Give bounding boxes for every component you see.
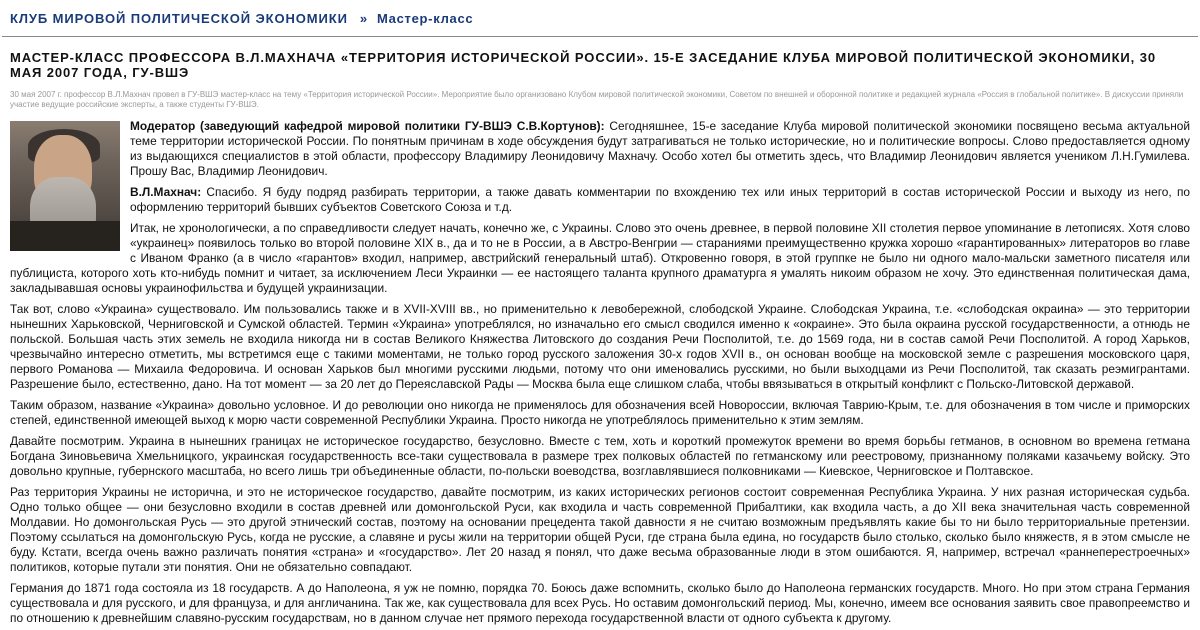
section-link[interactable]: Мастер-класс — [376, 10, 474, 26]
paragraph-text: Сегодняшнее, 15-е заседание Клуба мировой политической экономики посвящено весьма актуальной теме территории исторической России. По понятным причинам в ходе обсуждения будут затрагиваться не только исторические, но и политические вопросы. Слово предоставляется одному из выдающихся специалистов в этой области, профессору Владимиру Леонидовичу Махначу. Особо хотел бы отметить здесь, что Владимир Леонидович является учеником Л.Н.Гумилева. Прошу Вас, Владимир Леонидович. — [130, 119, 1191, 178]
speaker-label-makhnach: В.Л.Махнач: — [130, 185, 202, 199]
club-home-link[interactable]: КЛУБ МИРОВОЙ ПОЛИТИЧЕСКОЙ ЭКОНОМИКИ — [10, 10, 348, 26]
paragraph: Так вот, слово «Украина» существовало. Им пользовались также и в XVII-XVIII вв., но применительно к левобережной, слободской Украине. Слободская Украина, т.е. «слободская окраина» — это территории нынешних Харьковской, Черниговской и Сумской областей. Термин «Украина» употреблялся, но изначально его смысл сводился именно к «окраине». Это была окраина русской государственности, а отнюдь не польской. Большая часть этих земель не входила никогда ни в состав Великого Княжества Литовского до создания Речи Посполитой, т.е. до 1569 года, ни в состав самой Речи Посполитой. А город Харьков, чрезвычайно интересно отметить, мы встретимся еще с такими моментами, не только город русского заложения 30-х годов XVII в., он основан вообще на московской земле с разрешения московского царя, первого Романова — Михаила Федоровича. И основан Харьков был многими русскими людьми, потому что они именовались русскими, но были выходцами из Речи Посполитой, так сказать реэмигрантами. Разрешение было, естественно, дано. На тот момент — за 20 лет до Переяславской Рады — Москва была еще слишком слаба, чтобы ввязываться в открытый конфликт с Польско-Литовской державой. — [10, 302, 1190, 391]
paragraph-moderator — [10, 119, 1190, 179]
paragraph-makhnach — [10, 185, 1190, 215]
speaker-label-moderator: Модератор (заведующий кафедрой мировой политики ГУ-ВШЭ С.В.Кортунов): — [130, 119, 605, 133]
paragraph: Германия до 1871 года состояла из 18 государств. А до Наполеона, я уж не помню, порядка 70. Боюсь даже вспомнить, сколько было до Наполеона германских государств. Много. Но при этом страна Германия существовала и для русского, и для француза, и для англичанина. Так же, как существовала для всех Русь. Но оставим домонгольский период. Мы, конечно, имеем все основания заявить свое правопреемство и по отношению к древнейшим славяно-русским государствам, но в данном случае нет прямого перехода государственной власти от одного субъекта к другому. — [10, 581, 1190, 625]
paragraph: Давайте посмотрим. Украина в нынешних границах не историческое государство, безусловно. Вместе с тем, хоть и короткий промежуток времени во время борьбы гетманов, в основном во времена гетмана Богдана Зиновьевича Хмельницкого, украинская государственность все-таки существовала в размере трех полковых областей по гетманскому или реестровому, признанному поляками казачьему войску. Это довольно крупные, губернского масштаба, но всего лишь три объединенные области, по-польски воеводства, возглавлявшиеся полковниками — Киевское, Черниговское и Полтавское. — [10, 434, 1190, 478]
top-breadcrumb-bar — [2, 0, 1198, 37]
paragraph-text: Спасибо. Я буду подряд разбирать территории, а также давать комментарии по вхождению тех или иных территорий в состав исторической России и выходу из него, по оформлению территорий бывших субъектов Советского Союза и т.д. — [130, 185, 1190, 214]
speaker-photo — [10, 121, 120, 251]
article-body — [10, 119, 1190, 626]
paragraph: Раз территория Украины не исторична, и это не историческое государство, давайте посмотрим, из каких исторических регионов состоит современная Республика Украина. У них разная историческая судьба. Одно только общее — они безусловно входили в состав древней или домонгольской Руси, как входила и часть современной Прибалтики, как входила часть, а до XII века значительная часть современной Молдавии. Но домонгольская Русь — это другой этнический состав, поэтому на основании прецедента такой давности я не считаю возможным предъявлять какие бы то ни было территориальные претензии. Поэтому ссылаться на домонгольскую Русь, когда не русские, а славяне и русы жили на территории общей Руси, где страна была едина, но государств было столько, сколько было княжеств, я в этом смысле не буду. Кстати, всегда очень важно различать понятия «страна» и «государство». Лет 20 назад я понял, что даже весьма образованные люди в этом ошибаются. Я, например, встречал «раннеперестроечных» политиков, которые путали эти понятия. Они не обязательно совпадают. — [10, 485, 1190, 574]
breadcrumb-separator: » — [359, 10, 368, 26]
paragraph: Итак, не хронологически, а по справедливости следует начать, конечно же, с Украины. Слово это очень древнее, в первой половине XII столетия первое упоминание в летописях. Хотя слово «украинец» появилось только во второй половине XIX в., да и то не в России, а в Австро-Венгрии — стараниями преимущественно кружка хорошо «гарантированных» литераторов во главе с Иваном Франко (а в число «гарантов» входил, например, австрийский генеральный штаб). Откровенно говоря, в этой группке не было ни одного мало-мальски заметного писателя или публициста, которого хоть кто-нибудь помнит и читает, за исключением Леси Украинки — ее настоящего таланта крупного драматурга я умалять никоим образом не хочу. Это единственная политическая дама, закладывавшая основы украинофильства и будущей украинизации. — [10, 221, 1190, 295]
article-title: МАСТЕР-КЛАСС ПРОФЕССОРА В.Л.МАХНАЧА «ТЕРРИТОРИЯ ИСТОРИЧЕСКОЙ РОССИИ». 15-Е ЗАСЕДАНИЕ КЛУБА МИРОВОЙ ПОЛИТИЧЕСКОЙ ЭКОНОМИКИ, 30 МАЯ 2007 ГОДА, ГУ-ВШЭ — [10, 50, 1156, 80]
article-lead: 30 мая 2007 г. профессор В.Л.Махнач провел в ГУ-ВШЭ мастер-класс на тему «Территория исторической России». Мероприятие было организовано Клубом мировой политической экономики, Советом по внешней и оборонной политике и редакцией журнала «Россия в глобальной политике». В дискуссии приняли участие ведущие российские эксперты, а также студенты ГУ-ВШЭ. — [10, 90, 1184, 109]
paragraph: Таким образом, название «Украина» довольно условное. И до революции оно никогда не применялось для обозначения всей Новороссии, включая Таврию-Крым, т.е. для обозначения в том числе и приморских степей, единственной имеющей выход к морю части современной Республики Украина. Просто никогда не употреблялось применительно к этим землям. — [10, 398, 1190, 427]
